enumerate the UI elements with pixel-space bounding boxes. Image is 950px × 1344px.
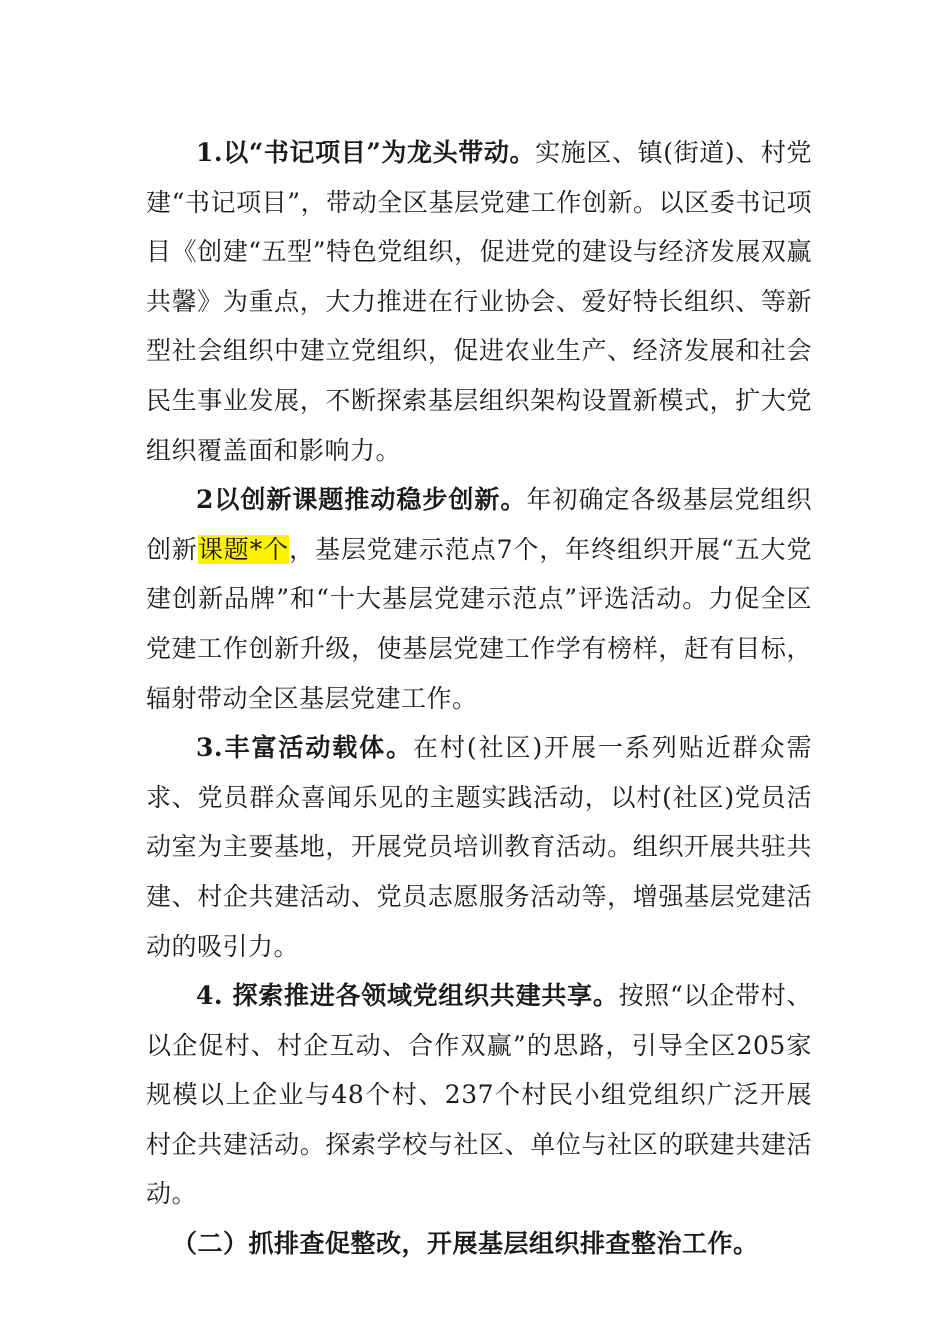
section-heading: （二）抓排查促整改，开展基层组织排查整治工作。 bbox=[172, 1229, 759, 1259]
paragraph-2-body-before: 年初确定各级基层党组织创新 bbox=[146, 485, 812, 564]
paragraph-3 bbox=[146, 723, 812, 971]
paragraph-3-body: 在村(社区)开展一系列贴近群众需求、党员群众喜闻乐见的主题实践活动，以村(社区)党员活动室为主要基地，开展党员培训教育活动。组织开展共驻共建、村企共建活动、党员志愿服务活动等，增强基层党建活动的吸引力。 bbox=[146, 733, 812, 961]
paragraph-2 bbox=[146, 475, 812, 723]
paragraph-4 bbox=[146, 971, 812, 1219]
paragraph-2-body-after: ，基层党建示范点7个，年终组织开展“五大党建创新品牌”和“十大基层党建示范点”评选活动。力促全区党建工作创新升级，使基层党建工作学有榜样，赶有目标，辐射带动全区基层党建工作。 bbox=[146, 534, 812, 713]
paragraph-1 bbox=[146, 128, 812, 475]
highlighted-text: 课题*个 bbox=[197, 534, 290, 564]
paragraph-1-title: 1.以“书记项目”为龙头带动。 bbox=[196, 138, 536, 167]
paragraph-4-body: 按照“以企带村、以企促村、村企互动、合作双赢”的思路，引导全区205家规模以上企业与48个村、237个村民小组党组织广泛开展村企共建活动。探索学校与社区、单位与社区的联建共建活动。 bbox=[146, 981, 812, 1209]
paragraph-1-body: 实施区、镇(街道)、村党建“书记项目”，带动全区基层党建工作创新。以区委书记项目《创建“五型”特色党组织，促进党的建设与经济发展双赢共馨》为重点，大力推进在行业协会、爱好特长组织、等新型社会组织中建立党组织，促进农业生产、经济发展和社会民生事业发展，不断探索基层组织架构设置新模式，扩大党组织覆盖面和影响力。 bbox=[146, 138, 812, 465]
document-body bbox=[146, 128, 812, 1269]
paragraph-4-title: 4. 探索推进各领域党组织共建共享。 bbox=[196, 981, 619, 1011]
paragraph-2-title: 2以创新课题推动稳步创新。 bbox=[196, 485, 527, 515]
paragraph-3-title: 3.丰富活动载体。 bbox=[196, 733, 414, 763]
